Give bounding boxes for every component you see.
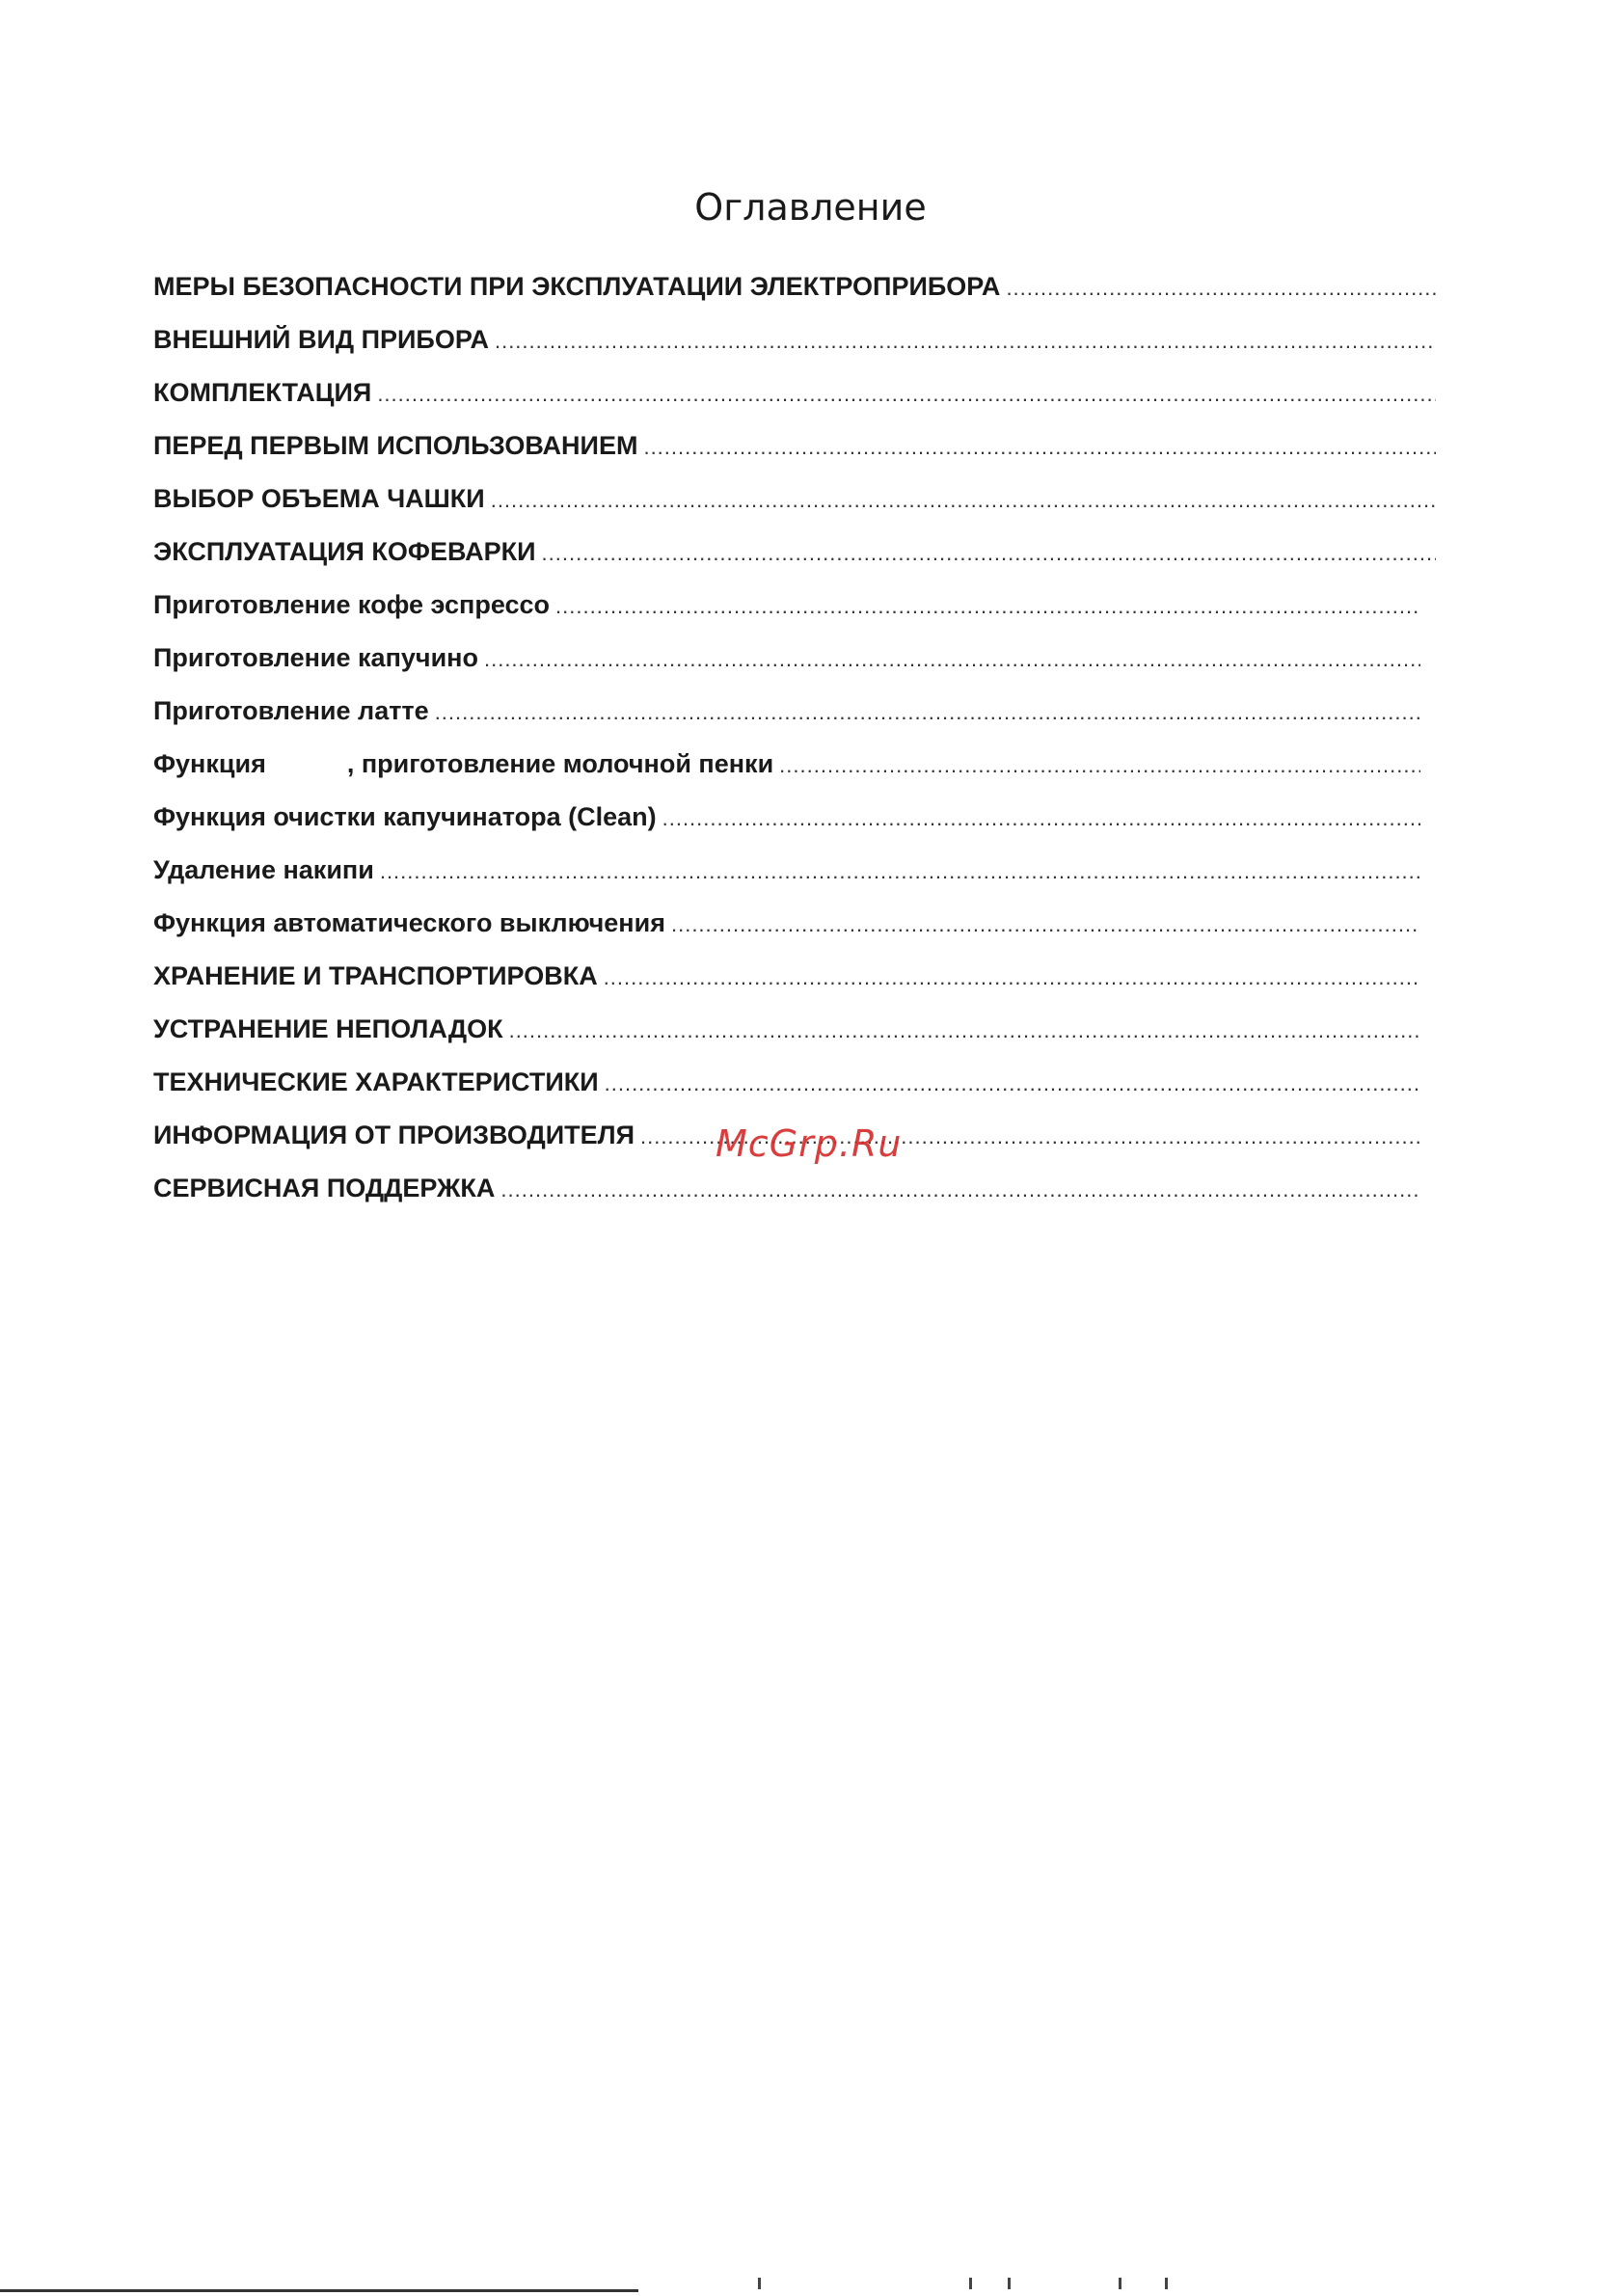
toc-entry-clean[interactable] xyxy=(153,802,1420,855)
dot-leader xyxy=(671,912,1420,937)
footer-mark xyxy=(1165,2278,1168,2289)
dot-leader xyxy=(380,859,1420,884)
toc-entry-label: Приготовление капучино xyxy=(153,643,478,672)
dot-leader xyxy=(484,647,1420,672)
toc-entry-service-support[interactable] xyxy=(153,1174,1420,1227)
page-title: Оглавление xyxy=(694,186,927,230)
toc-entry-label: ТЕХНИЧЕСКИЕ ХАРАКТЕРИСТИКИ xyxy=(153,1067,599,1096)
toc-entry-label: СЕРВИСНАЯ ПОДДЕРЖКА xyxy=(153,1174,496,1202)
toc-entry-label: Функция автоматического выключения xyxy=(153,908,665,937)
dot-leader xyxy=(662,806,1420,831)
toc-entry-cup-volume[interactable] xyxy=(153,484,1436,537)
toc-entry-label: КОМПЛЕКТАЦИЯ xyxy=(153,378,372,407)
toc-entry-espresso[interactable] xyxy=(153,590,1420,643)
toc-entry-auto-off[interactable] xyxy=(153,908,1420,961)
toc-entry-operation[interactable] xyxy=(153,537,1436,590)
dot-leader xyxy=(377,382,1436,407)
dot-leader xyxy=(542,541,1436,566)
toc-entry-label: Удаление накипи xyxy=(153,855,374,884)
toc-entry-label: ЭКСПЛУАТАЦИЯ КОФЕВАРКИ xyxy=(153,537,536,566)
toc-entry-label: ВЫБОР ОБЪЕМА ЧАШКИ xyxy=(153,484,485,513)
footer-mark xyxy=(758,2278,761,2289)
toc-entry-label-start: Функция xyxy=(153,749,266,778)
footer-mark xyxy=(1119,2278,1121,2289)
toc-entry-appearance[interactable] xyxy=(153,325,1436,378)
toc-entry-label: ПЕРЕД ПЕРВЫМ ИСПОЛЬЗОВАНИЕМ xyxy=(153,431,638,460)
toc-entry-latte[interactable] xyxy=(153,696,1420,749)
toc-entry-label: Функция очистки капучинатора (Clean) xyxy=(153,802,657,831)
dot-leader xyxy=(491,488,1436,513)
dot-leader xyxy=(1006,276,1436,301)
watermark: McGrp.Ru xyxy=(716,1122,903,1165)
toc-entry-cappuccino[interactable] xyxy=(153,643,1420,696)
toc-entry-label: Приготовление латте xyxy=(153,696,429,725)
dot-leader xyxy=(605,1071,1420,1096)
toc-entry-label: МЕРЫ БЕЗОПАСНОСТИ ПРИ ЭКСПЛУАТАЦИИ ЭЛЕКТРОПРИБОРА xyxy=(153,272,1001,301)
toc-entry-troubleshooting[interactable] xyxy=(153,1014,1420,1067)
table-of-contents xyxy=(153,272,1436,1227)
dot-leader xyxy=(779,753,1420,778)
footer-mark xyxy=(969,2278,972,2289)
toc-entry-label: ИНФОРМАЦИЯ ОТ ПРОИЗВОДИТЕЛЯ xyxy=(153,1121,635,1149)
toc-entry-specifications[interactable] xyxy=(153,1067,1420,1121)
dot-leader xyxy=(643,435,1436,460)
dot-leader xyxy=(495,329,1436,354)
toc-entry-label: Приготовление кофе эспрессо xyxy=(153,590,551,619)
toc-entry-before-first-use[interactable] xyxy=(153,431,1436,484)
toc-entry-label: УСТРАНЕНИЕ НЕПОЛАДОК xyxy=(153,1014,503,1043)
toc-entry-label-end: , приготовление молочной пенки xyxy=(346,749,774,778)
toc-entry-label xyxy=(153,749,779,779)
toc-entry-label: ВНЕШНИЙ ВИД ПРИБОРА xyxy=(153,325,489,354)
toc-entry-contents[interactable] xyxy=(153,378,1436,431)
toc-entry-storage[interactable] xyxy=(153,961,1420,1014)
dot-leader xyxy=(435,700,1420,725)
dot-leader xyxy=(509,1018,1420,1043)
toc-entry-milk-foam[interactable] xyxy=(153,749,1420,802)
toc-entry-label: ХРАНЕНИЕ И ТРАНСПОРТИРОВКА xyxy=(153,961,598,990)
footer-mark xyxy=(1008,2278,1011,2289)
footer-rule xyxy=(0,2289,638,2292)
dot-leader xyxy=(604,965,1420,990)
dot-leader xyxy=(555,594,1420,619)
dot-leader xyxy=(500,1177,1420,1202)
toc-entry-safety[interactable] xyxy=(153,272,1436,325)
toc-entry-descaling[interactable] xyxy=(153,855,1420,908)
